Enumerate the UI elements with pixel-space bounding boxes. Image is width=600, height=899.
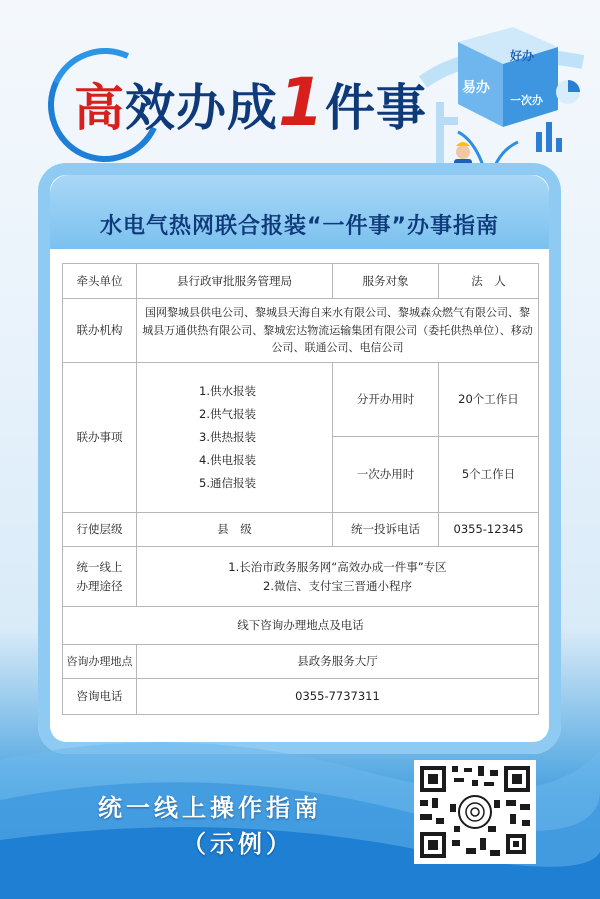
joint-org-value: 国网黎城县供电公司、黎城县天海自来水有限公司、黎城森众燃气有限公司、黎城县万通供热有限公司、黎城宏达物流运输集团有限公司（委托供热单位）、移动公司、联通公司、电信公司 bbox=[137, 299, 539, 363]
table-row bbox=[63, 679, 539, 715]
logo-text-one: 1 bbox=[278, 64, 325, 141]
list-item: 2.供气报装 bbox=[199, 407, 256, 421]
consult-phone-value: 0355-7737311 bbox=[137, 679, 539, 715]
footer-line1: 统一线上操作指南 bbox=[98, 794, 322, 822]
title-bar bbox=[50, 175, 549, 249]
joint-items-list bbox=[137, 363, 333, 513]
footer-line2: （示例） bbox=[182, 830, 294, 858]
logo-text-part3: 件事 bbox=[324, 79, 427, 137]
header bbox=[0, 0, 600, 190]
list-item: 1.供水报装 bbox=[199, 384, 256, 398]
level-value: 县 级 bbox=[137, 513, 333, 547]
table-row bbox=[63, 645, 539, 679]
consult-place-value: 县政务服务大厅 bbox=[137, 645, 539, 679]
once-time-value: 5个工作日 bbox=[439, 437, 539, 513]
online-value-line2: 2.微信、支付宝三晋通小程序 bbox=[263, 578, 412, 593]
table-row bbox=[63, 363, 539, 437]
logo-text bbox=[74, 64, 427, 141]
logo bbox=[48, 42, 427, 142]
qr-code[interactable] bbox=[414, 760, 536, 864]
complaint-value: 0355-12345 bbox=[439, 513, 539, 547]
logo-text-part1: 高 bbox=[74, 79, 125, 137]
lead-unit-value: 县行政审批服务管理局 bbox=[137, 264, 333, 299]
online-value bbox=[137, 547, 539, 607]
table-row bbox=[63, 299, 539, 363]
table-row bbox=[63, 264, 539, 299]
table-row bbox=[63, 547, 539, 607]
offline-header: 线下咨询办理地点及电话 bbox=[63, 607, 539, 645]
level-label: 行使层级 bbox=[63, 513, 137, 547]
lead-unit-label: 牵头单位 bbox=[63, 264, 137, 299]
footer-text bbox=[98, 790, 322, 862]
online-label-line1: 统一线上 bbox=[76, 560, 123, 575]
page-title: 水电气热网联合报装“一件事”办事指南 bbox=[100, 214, 499, 239]
service-target-label: 服务对象 bbox=[333, 264, 439, 299]
service-target-value: 法 人 bbox=[439, 264, 539, 299]
consult-place-label: 咨询办理地点 bbox=[63, 645, 137, 679]
list-item: 5.通信报装 bbox=[199, 476, 256, 490]
badge-easy: 易办 bbox=[462, 80, 490, 96]
online-label bbox=[63, 547, 137, 607]
consult-phone-label: 咨询电话 bbox=[63, 679, 137, 715]
guide-table bbox=[62, 263, 539, 715]
once-time-label: 一次办用时 bbox=[333, 437, 439, 513]
separate-time-value: 20个工作日 bbox=[439, 363, 539, 437]
online-label-line2: 办理途径 bbox=[76, 578, 123, 593]
table-row bbox=[63, 607, 539, 645]
online-value-line1: 1.长治市政务服务网“高效办成一件事”专区 bbox=[228, 560, 447, 575]
complaint-label: 统一投诉电话 bbox=[333, 513, 439, 547]
list-item: 4.供电报装 bbox=[199, 453, 256, 467]
table-row bbox=[63, 513, 539, 547]
logo-text-part2: 效办成 bbox=[125, 79, 278, 137]
list-item: 3.供热报装 bbox=[199, 430, 256, 444]
badge-good: 好办 bbox=[510, 49, 535, 63]
badge-once: 一次办 bbox=[510, 94, 543, 107]
separate-time-label: 分开办用时 bbox=[333, 363, 439, 437]
joint-org-label: 联办机构 bbox=[63, 299, 137, 363]
joint-items-label: 联办事项 bbox=[63, 363, 137, 513]
